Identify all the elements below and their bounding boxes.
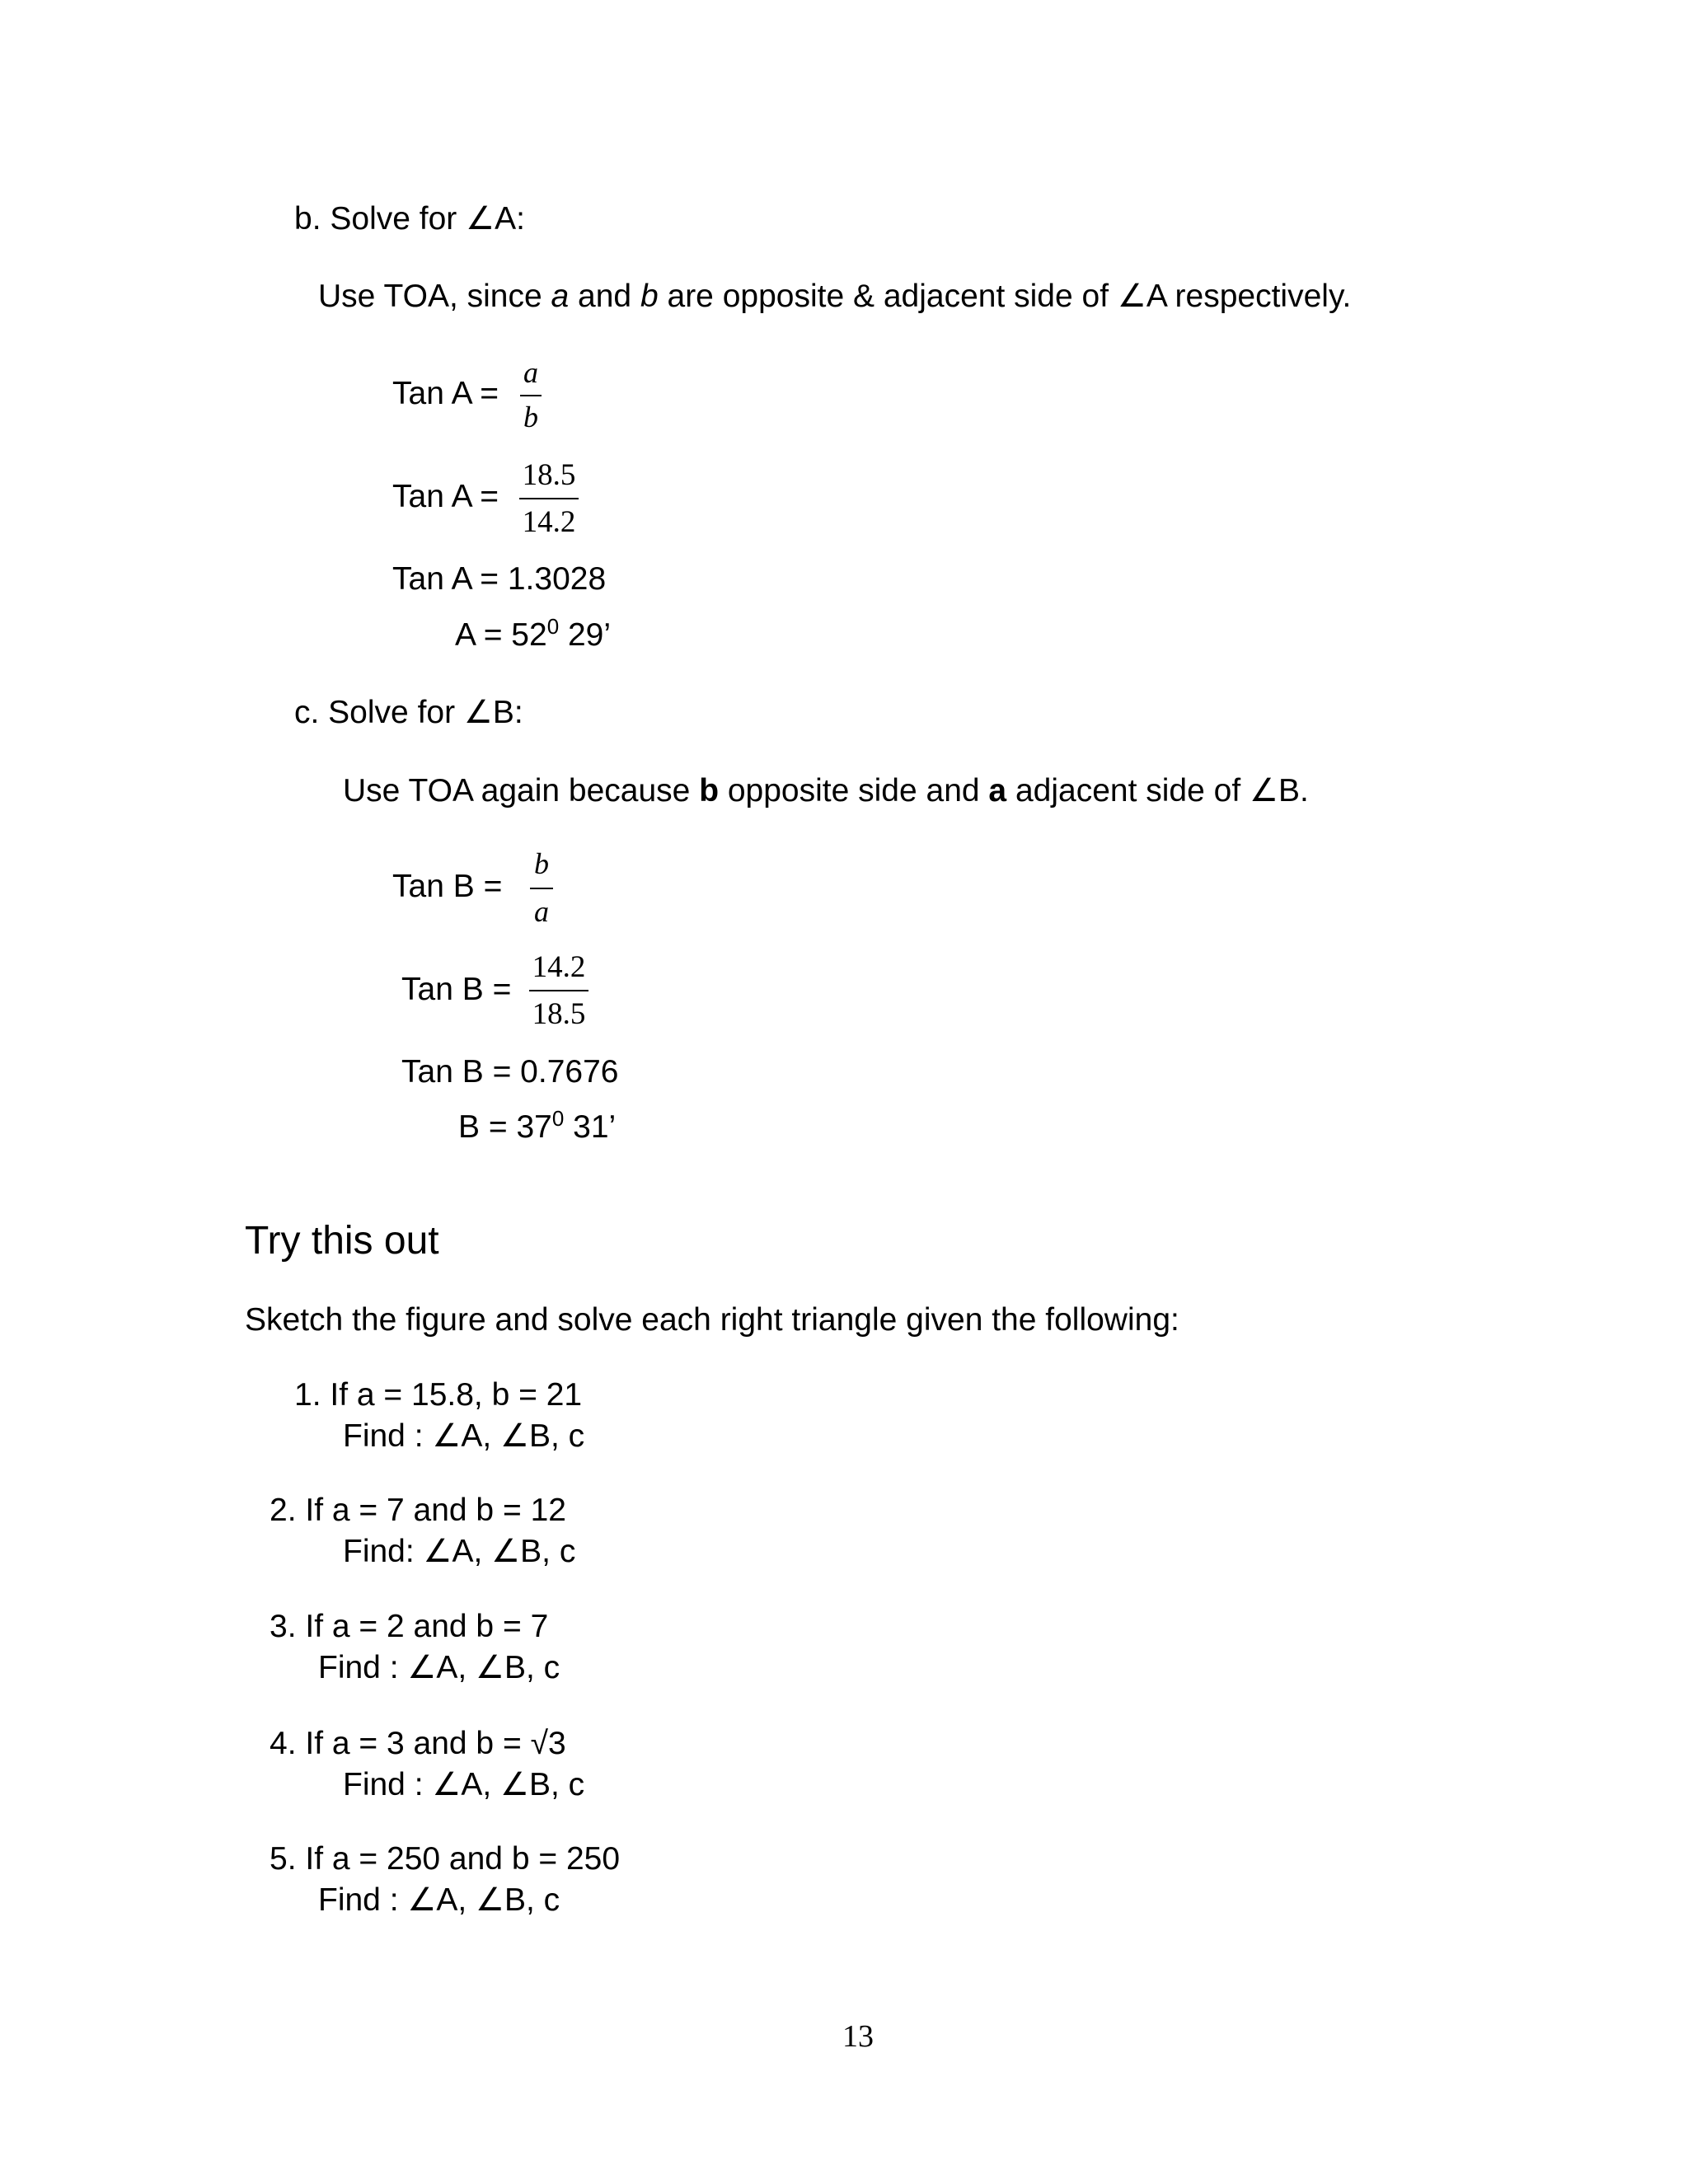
- result-text: 29’: [559, 617, 612, 653]
- try-this-heading: Try this out: [245, 1219, 439, 1263]
- intro-var-a: a: [988, 773, 1007, 808]
- intro-var-a: a: [551, 279, 570, 314]
- section-b-intro: [318, 280, 1351, 312]
- fraction-numerator: 18.5: [522, 458, 576, 492]
- tan-a-eq1-label: Tan A =: [392, 376, 499, 411]
- exercise-1-given: 1. If a = 15.8, b = 21: [294, 1377, 583, 1413]
- intro-text: opposite side and: [719, 773, 989, 808]
- exercise-2-given: 2. If a = 7 and b = 12: [270, 1493, 566, 1528]
- angle-b-result: [458, 1106, 617, 1145]
- intro-text: and: [569, 279, 640, 314]
- fraction-denominator: 18.5: [532, 997, 586, 1031]
- exercise-4-given: 4. If a = 3 and b = √3: [270, 1726, 566, 1761]
- tan-b-eq2-fraction: [529, 952, 588, 1031]
- tan-b-eq2-label: Tan B =: [401, 972, 512, 1007]
- intro-text: adjacent side of ∠B.: [1006, 773, 1309, 808]
- exercise-3-find: Find : ∠A, ∠B, c: [318, 1650, 560, 1685]
- intro-text: are opposite & adjacent side of ∠A respectively.: [658, 279, 1352, 314]
- section-c-heading: c. Solve for ∠B:: [294, 695, 523, 730]
- exercise-4-find: Find : ∠A, ∠B, c: [343, 1767, 585, 1802]
- fraction-denominator: 14.2: [522, 505, 576, 539]
- intro-text: Use TOA again because: [343, 773, 700, 808]
- tan-a-value: Tan A = 1.3028: [392, 561, 607, 597]
- fraction-bar: [530, 888, 553, 889]
- result-text: A = 52: [455, 617, 547, 653]
- tan-b-eq1-fraction: [530, 849, 553, 928]
- angle-a-result: [455, 614, 612, 653]
- section-c-intro: [343, 775, 1309, 807]
- fraction-numerator: b: [534, 847, 549, 880]
- tan-a-eq2-fraction: [519, 460, 579, 539]
- degree-superscript: 0: [546, 614, 560, 639]
- fraction-bar: [520, 395, 542, 396]
- intro-var-b: b: [640, 279, 659, 314]
- fraction-bar: [519, 498, 579, 499]
- fraction-numerator: 14.2: [532, 950, 586, 984]
- intro-text: Use TOA, since: [318, 279, 551, 314]
- page-number: 13: [842, 2019, 874, 2054]
- exercise-1-find: Find : ∠A, ∠B, c: [343, 1418, 585, 1454]
- tan-b-eq1-label: Tan B =: [392, 869, 503, 904]
- try-this-instruction: Sketch the figure and solve each right triangle given the following:: [245, 1302, 1179, 1338]
- exercise-5-given: 5. If a = 250 and b = 250: [270, 1841, 621, 1877]
- fraction-denominator: a: [534, 895, 549, 928]
- intro-var-b: b: [699, 773, 720, 808]
- fraction-denominator: b: [523, 401, 538, 434]
- degree-superscript: 0: [551, 1106, 565, 1131]
- tan-a-eq2-label: Tan A =: [392, 479, 499, 514]
- tan-a-eq1-fraction: [520, 358, 542, 434]
- section-b-heading: b. Solve for ∠A:: [294, 201, 525, 237]
- fraction-bar: [529, 990, 588, 991]
- result-text: B = 37: [458, 1109, 552, 1145]
- result-text: 31’: [564, 1109, 617, 1145]
- exercise-5-find: Find : ∠A, ∠B, c: [318, 1882, 560, 1918]
- exercise-2-find: Find: ∠A, ∠B, c: [343, 1534, 576, 1569]
- fraction-numerator: a: [523, 356, 538, 389]
- exercise-3-given: 3. If a = 2 and b = 7: [270, 1609, 549, 1644]
- tan-b-value: Tan B = 0.7676: [401, 1054, 619, 1090]
